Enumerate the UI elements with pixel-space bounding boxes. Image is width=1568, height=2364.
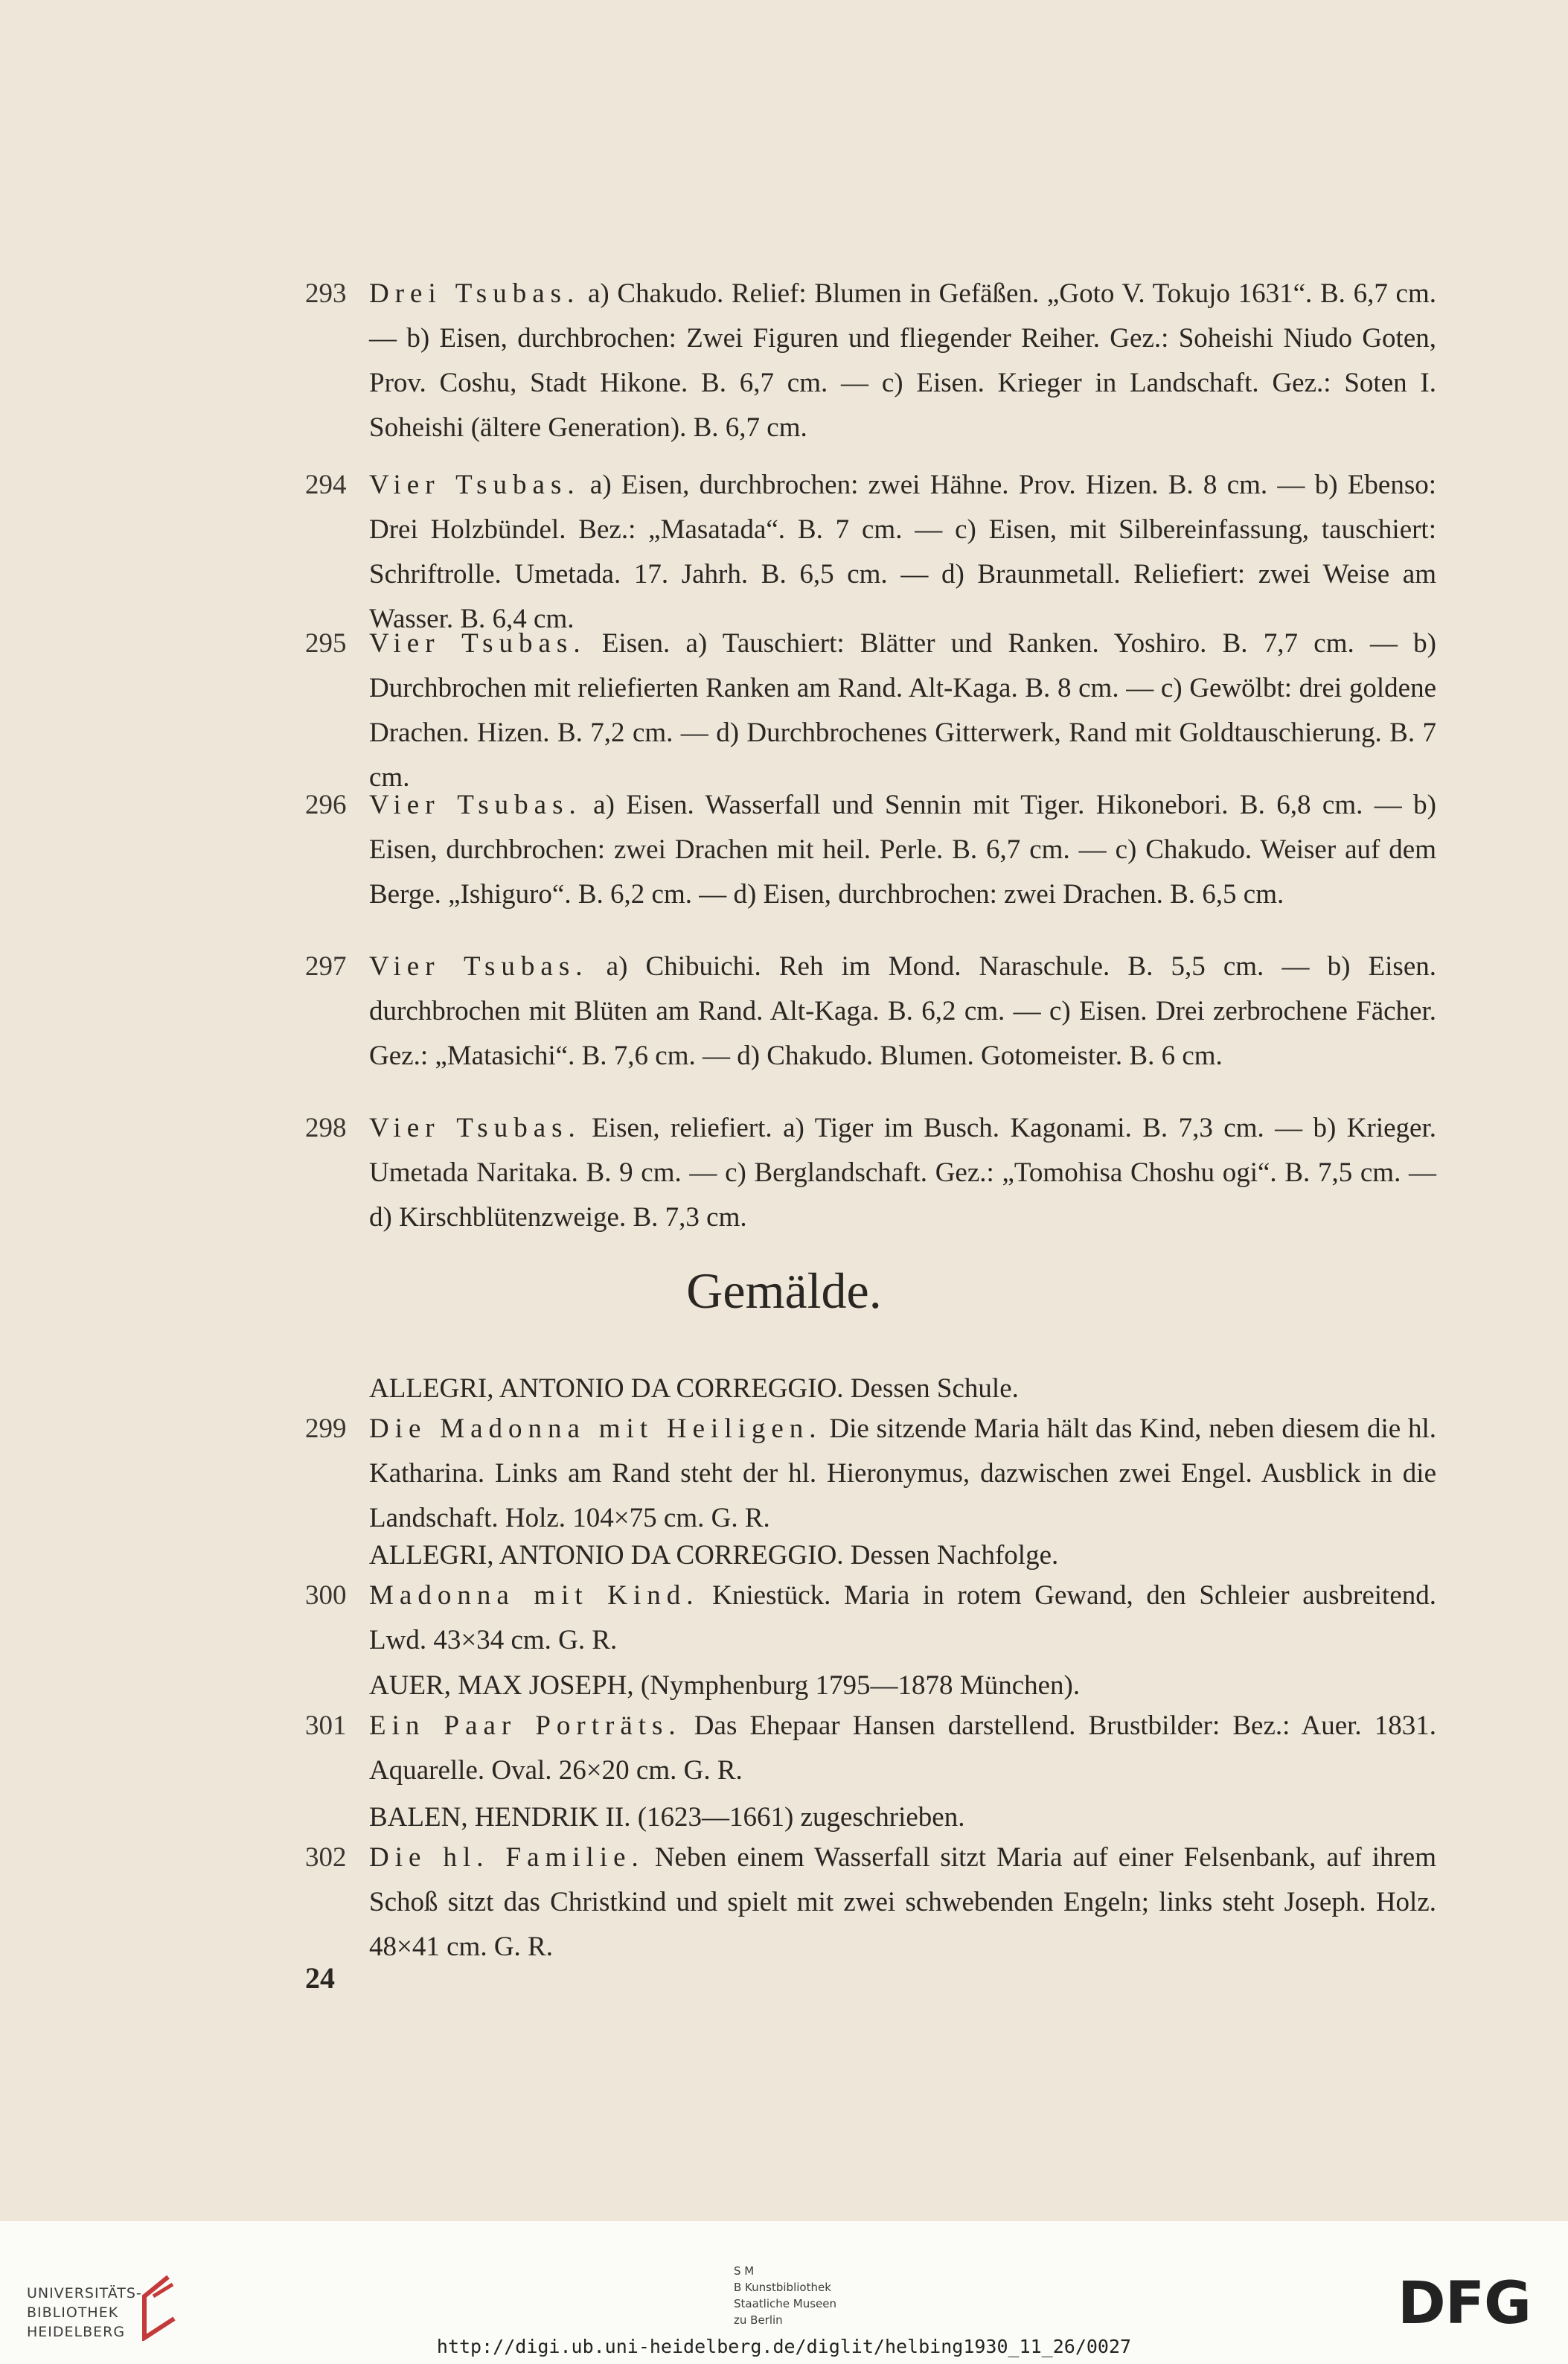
lot-description bbox=[369, 1407, 1436, 1541]
lot-description bbox=[369, 1704, 1436, 1793]
source-url[interactable]: http://digi.ub.uni-heidelberg.de/diglit/helbing1930_11_26/0027 bbox=[436, 2336, 1132, 2357]
logo-line: Staatliche Museen bbox=[734, 2297, 836, 2310]
lot-title: Die Madonna mit Heiligen. bbox=[369, 1413, 822, 1444]
lot-number: 299 bbox=[305, 1413, 347, 1444]
lot-description bbox=[369, 945, 1436, 1079]
lot-text: a) Chakudo. Relief: Blumen in Gefäßen. „Goto V. Tokujo 1631“. B. 6,7 cm. — b) Eisen, durchbrochen: Zwei Figuren und fliegender Reiher. Gez.: Soheishi Niudo Goten, Prov. Coshu, Stadt Hikone. B. 6,7 cm. — c) Eisen. Krieger in Landschaft. Gez.: Soten I. Soheishi (ältere Generation). B. 6,7 cm. bbox=[369, 278, 1436, 443]
library-line: UNIVERSITÄTS- bbox=[27, 2285, 142, 2301]
artist-line: ALLEGRI, ANTONIO DA CORREGGIO. Dessen Nachfolge. bbox=[369, 1540, 1059, 1571]
lot-text: a) Eisen, durchbrochen: zwei Hähne. Prov. Hizen. B. 8 cm. — b) Ebenso: Drei Holzbündel. Bez.: „Masatada“. B. 7 cm. — c) Eisen, mit Silbereinfassung, tauschiert: Schriftrolle. Umetada. 17. Jahrh. B. 6,5 cm. — d) Braunmetall. Reliefiert: zwei Weise am Wasser. B. 6,4 cm. bbox=[369, 470, 1437, 634]
lot-number: 298 bbox=[305, 1113, 347, 1143]
lot-number: 295 bbox=[305, 628, 347, 659]
lot-title: Vier Tsubas. bbox=[369, 790, 582, 820]
lot-text: a) Chibuichi. Reh im Mond. Naraschule. B. 5,5 cm. — b) Eisen. durchbrochen mit Blüten am Rand. Alt-Kaga. B. 6,2 cm. — c) Eisen. Drei zerbrochene Fächer. Gez.: „Matasichi“. B. 7,6 cm. — d) Chakudo. Blumen. Gotomeister. B. 6 cm. bbox=[369, 951, 1437, 1071]
lot-title: Drei Tsubas. bbox=[369, 278, 580, 309]
library-name bbox=[27, 2284, 142, 2342]
lot-text: Die sitzende Maria hält das Kind, neben diesem die hl. Katharina. Links am Rand steht der hl. Hieronymus, dazwischen zwei Engel. Ausblick in die Landschaft. Holz. 104×75 cm. G. R. bbox=[369, 1413, 1436, 1533]
lot-description bbox=[369, 783, 1436, 917]
lot-text: Das Ehepaar Hansen darstellend. Brustbilder: Bez.: Auer. 1831. Aquarelle. Oval. 26×20 cm. G. R. bbox=[369, 1710, 1436, 1786]
lot-number: 297 bbox=[305, 951, 347, 982]
lot-text: Kniestück. Maria in rotem Gewand, den Schleier ausbreitend. Lwd. 43×34 cm. G. R. bbox=[369, 1580, 1436, 1655]
lot-title: Vier Tsubas. bbox=[369, 1113, 581, 1143]
logo-line: S M bbox=[734, 2264, 755, 2278]
kunstbibliothek-logo bbox=[734, 2263, 836, 2328]
lot-description bbox=[369, 1106, 1436, 1240]
lot-title: Madonna mit Kind. bbox=[369, 1580, 700, 1611]
lot-description bbox=[369, 1836, 1436, 1970]
lot-text: Eisen. a) Tauschiert: Blätter und Ranken. Yoshiro. B. 7,7 cm. — b) Durchbrochen mit reliefierten Ranken am Rand. Alt-Kaga. B. 8 cm. — c) Gewölbt: drei goldene Drachen. Hizen. B. 7,2 cm. — d) Durchbrochenes Gitterwerk, Rand mit Goldtauschierung. B. 7 cm. bbox=[369, 628, 1436, 793]
logo-line: B Kunstbibliothek bbox=[734, 2281, 831, 2294]
library-line: BIBLIOTHEK bbox=[27, 2304, 119, 2321]
lot-title: Vier Tsubas. bbox=[369, 951, 589, 982]
page-number: 24 bbox=[305, 1961, 335, 1995]
lot-number: 293 bbox=[305, 278, 347, 309]
lot-text: a) Eisen. Wasserfall und Sennin mit Tiger. Hikonebori. B. 6,8 cm. — b) Eisen, durchbrochen: zwei Drachen mit heil. Perle. B. 6,7 cm. — c) Chakudo. Weiser auf dem Berge. „Ishiguro“. B. 6,2 cm. — d) Eisen, durchbrochen: zwei Drachen. B. 6,5 cm. bbox=[369, 790, 1436, 910]
lot-number: 296 bbox=[305, 790, 347, 820]
section-heading: Gemälde. bbox=[686, 1262, 882, 1319]
lot-title: Vier Tsubas. bbox=[369, 628, 586, 659]
lot-description bbox=[369, 463, 1436, 642]
lot-description bbox=[369, 1574, 1436, 1663]
lot-text: Neben einem Wasserfall sitzt Maria auf einer Felsenbank, auf ihrem Schoß sitzt das Christkind und spielt mit zwei schwebenden Engeln; links steht Joseph. Holz. 48×41 cm. G. R. bbox=[369, 1842, 1437, 1962]
logo-line: zu Berlin bbox=[734, 2313, 783, 2327]
lot-description bbox=[369, 272, 1436, 450]
artist-line: AUER, MAX JOSEPH, (Nymphenburg 1795—1878 München). bbox=[369, 1670, 1081, 1701]
library-line: HEIDELBERG bbox=[27, 2324, 126, 2340]
lot-number: 301 bbox=[305, 1710, 347, 1741]
lot-title: Vier Tsubas. bbox=[369, 470, 580, 500]
lot-number: 294 bbox=[305, 470, 347, 500]
library-logo-icon bbox=[138, 2274, 180, 2341]
lot-title: Die hl. Familie. bbox=[369, 1842, 644, 1873]
lot-title: Ein Paar Porträts. bbox=[369, 1710, 682, 1741]
lot-number: 302 bbox=[305, 1842, 347, 1873]
lot-text: Eisen, reliefiert. a) Tiger im Busch. Kagonami. B. 7,3 cm. — b) Krieger. Umetada Naritaka. B. 9 cm. — c) Berglandschaft. Gez.: „Tomohisa Choshu ogi“. B. 7,5 cm. — d) Kirschblütenzweige. B. 7,3 cm. bbox=[369, 1113, 1436, 1233]
artist-line: ALLEGRI, ANTONIO DA CORREGGIO. Dessen Schule. bbox=[369, 1373, 1019, 1404]
lot-number: 300 bbox=[305, 1580, 347, 1611]
lot-description bbox=[369, 622, 1436, 800]
artist-line: BALEN, HENDRIK II. (1623—1661) zugeschrieben. bbox=[369, 1802, 965, 1833]
dfg-logo: DFG bbox=[1398, 2270, 1532, 2337]
